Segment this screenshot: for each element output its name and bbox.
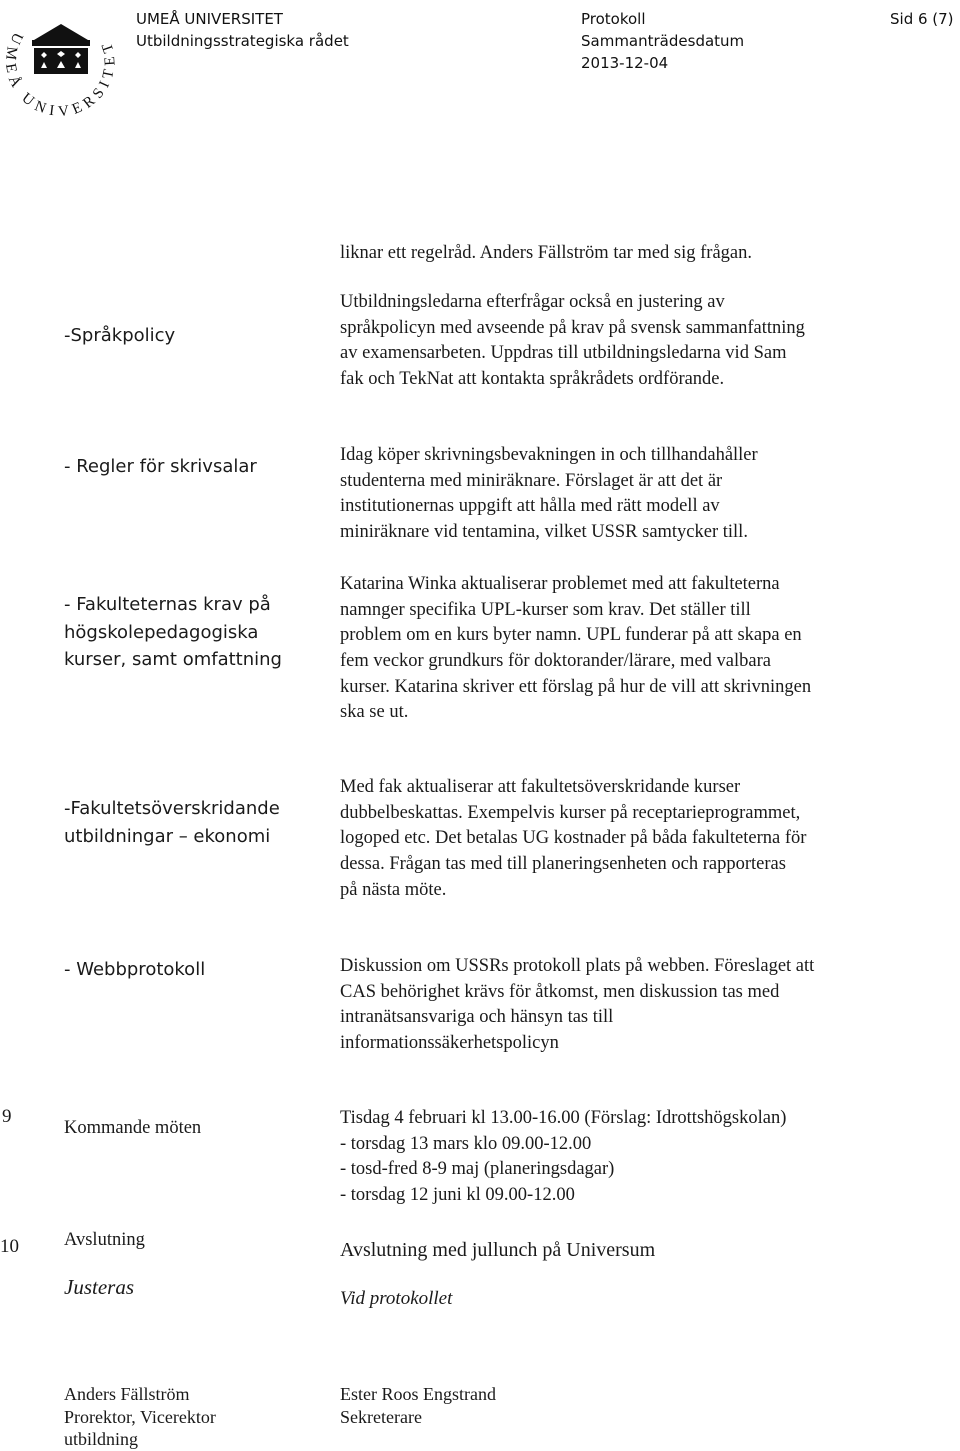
page-number: Sid 6 (7) [890, 10, 954, 28]
topic-skrivsalar: - Regler för skrivsalar [64, 456, 257, 477]
signatory-left: Anders Fällström Prorektor, Vicerektor utbildning [64, 1384, 216, 1449]
signatory-right: Ester Roos Engstrand Sekreterare [340, 1384, 496, 1427]
justeras-label: Justeras [64, 1275, 134, 1299]
continuation-text: liknar ett regelråd. Anders Fällström tar med sig frågan. [340, 243, 753, 263]
topic-fakultetsoverskridande: -Fakultetsöverskridande utbildningar – ekonomi [64, 798, 280, 847]
avslutning-text: Avslutning med jullunch på Universum [340, 1239, 656, 1261]
item-number-9: 9 [2, 1106, 12, 1127]
org-name: UMEÅ UNIVERSITET [136, 10, 283, 28]
university-logo [0, 0, 122, 122]
org-unit: Utbildningsstrategiska rådet [136, 32, 349, 50]
item-number-10: 10 [0, 1236, 19, 1257]
fakulteternas-krav-text: Katarina Winka aktualiserar problemet med att fakulteterna namnger specifika UPL-kurser som krav. Det ställer till problem om en kurs byter namn. UPL funderar på att skapa en fem veckor grundkurs för doktorander/lärare, med valbara kurser. Katarina skriver ett förslag på hur de vill att skrivningen ska se ut. [340, 574, 812, 723]
meeting-date: 2013-12-04 [581, 54, 669, 72]
topic-sprakpolicy: -Språkpolicy [64, 325, 176, 346]
vid-protokollet-label: Vid protokollet [340, 1288, 453, 1309]
fakultetsoverskridande-text: Med fak aktualiserar att fakultetsöverskridande kurser dubbelbeskattas. Exempelvis kurser på receptarieprogrammet, logoped etc. Det betalas UG kostnader på båda fakulteterna för dessa. Frågan tas med till planeringsenheten och rapporteras på nästa möte. [340, 777, 807, 900]
meeting-date-label: Sammanträdesdatum [581, 32, 745, 50]
topic-webbprotokoll: - Webbprotokoll [64, 959, 206, 980]
skrivsalar-text: Idag köper skrivningsbevakningen in och tillhandahåller studenterna med miniräknare. Förslaget är att det är institutionernas uppgift att hålla med rätt modell av miniräknare vid tentamina, vilket USSR samtycker till. [340, 445, 758, 543]
doc-type: Protokoll [581, 10, 646, 28]
webbprotokoll-text: Diskussion om USSRs protokoll plats på webben. Föreslaget att CAS behörighet krävs för åtkomst, men diskussion tas med intranätsansvariga och hänsyn tas till informationssäkerhetspolicyn [340, 956, 815, 1054]
svg-text:UMEÅ UNIVERSITET: UMEÅ UNIVERSITET [1, 29, 119, 121]
kommande-moten-text: Tisdag 4 februari kl 13.00-16.00 (Förslag: Idrottshögskolan) - torsdag 13 mars klo 09.00-12.00 - tosd-fred 8-9 maj (planeringsdagar) - torsdag 12 juni kl 09.00-12.00 [340, 1108, 787, 1206]
item-title-kommande-moten: Kommande möten [64, 1118, 202, 1138]
topic-fakulteternas-krav: - Fakulteternas krav på högskolepedagogiska kurser, samt omfattning [64, 594, 282, 670]
sprakpolicy-text: Utbildningsledarna efterfrågar också en justering av språkpolicyn med avseende på krav på svensk sammanfattning av examensarbeten. Uppdras till utbildningsledarna vid Sam fak och TekNat att kontakta språkrådets ordförande. [340, 292, 805, 390]
item-title-avslutning: Avslutning [64, 1230, 145, 1250]
